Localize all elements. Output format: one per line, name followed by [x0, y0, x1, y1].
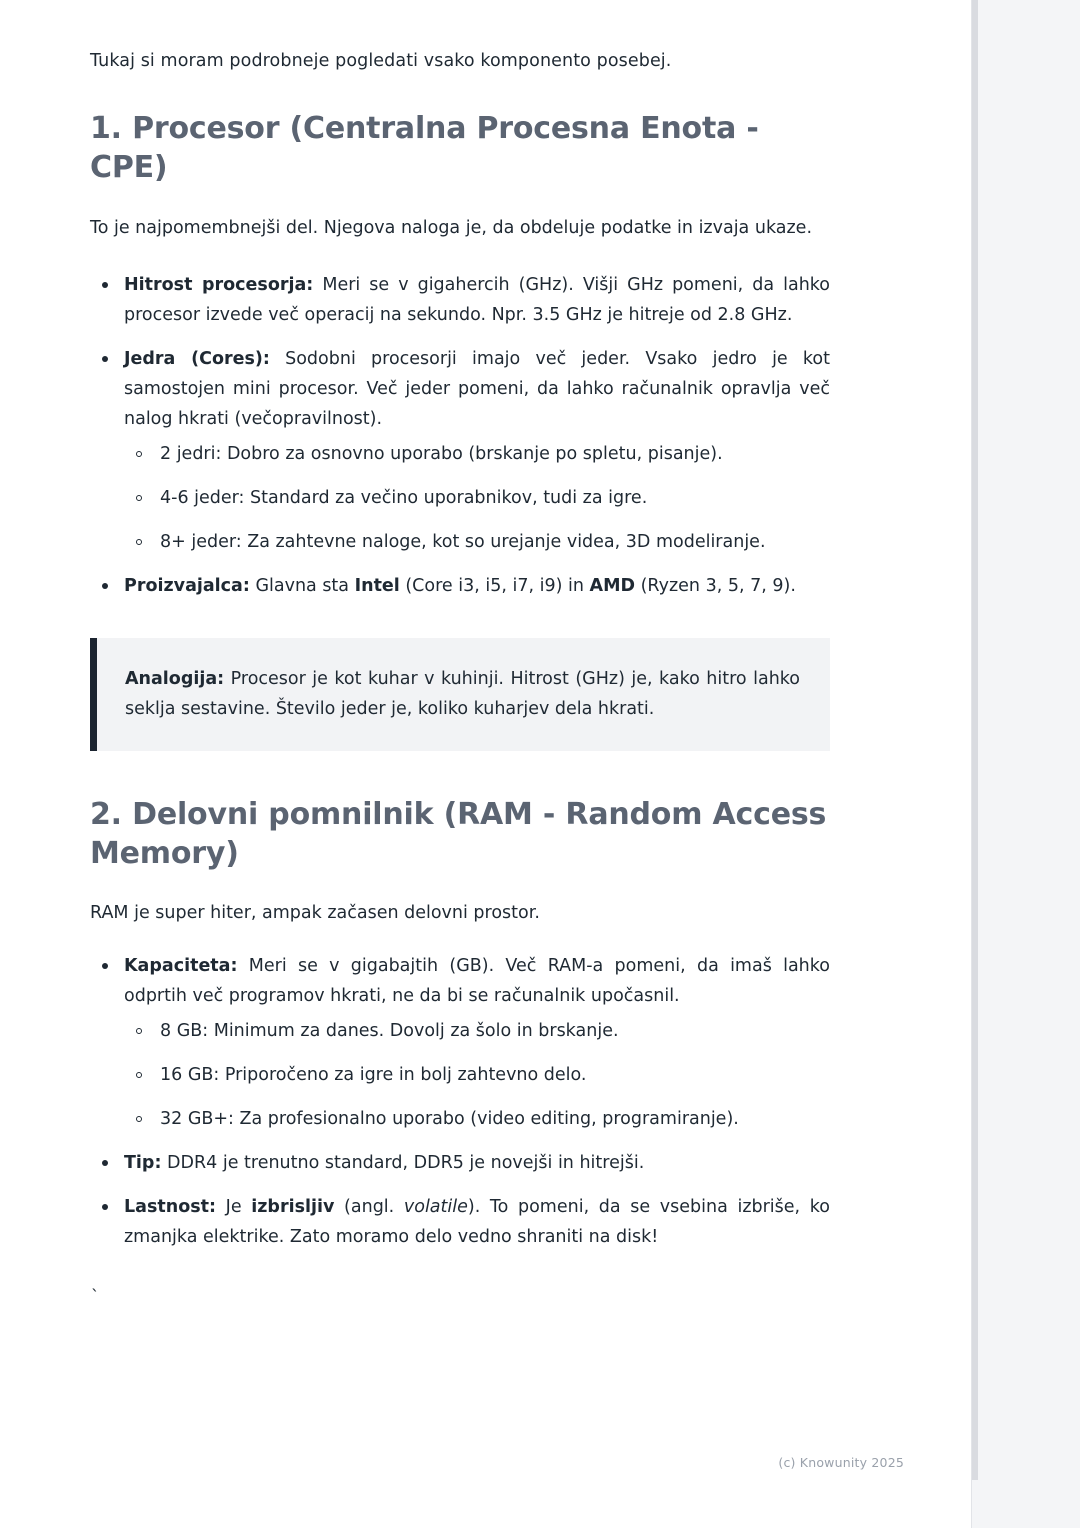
sub-bullet-list-capacity — [124, 1017, 830, 1134]
bullet-italic-volatile: volatile — [403, 1197, 468, 1218]
list-item — [90, 1192, 830, 1252]
bullet-text-d: ). To pomeni, da se vsebina izbriše, ko zmanjka elektrike. Zato moramo delo vedno shraniti na disk! — [124, 1197, 830, 1248]
list-item — [90, 951, 830, 1134]
bullet-emphasis-intel: Intel — [354, 576, 400, 597]
list-item: 8 GB: Minimum za danes. Dovolj za šolo in brskanje. — [124, 1017, 830, 1047]
bullet-text-c: (Core i3, i5, i7, i9) in — [399, 576, 590, 597]
list-item: 32 GB+: Za profesionalno uporabo (video editing, programiranje). — [124, 1105, 830, 1135]
list-item — [90, 344, 830, 558]
bullet-text-d: (Ryzen 3, 5, 7, 9). — [635, 576, 796, 597]
sub-bullet-list-cores — [124, 440, 830, 557]
bullet-list-ram — [90, 951, 830, 1253]
trailing-backtick: ` — [90, 1286, 101, 1307]
list-item — [90, 1148, 830, 1178]
list-item: 4-6 jeder: Standard za večino uporabnikov, tudi za igre. — [124, 484, 830, 514]
scrollbar-track[interactable] — [972, 0, 978, 1480]
section-title-ram: 2. Delovni pomnilnik (RAM - Random Access Memory) — [90, 796, 827, 871]
bullet-label: Tip: — [124, 1153, 162, 1174]
callout-text — [125, 664, 800, 725]
intro-paragraph: Tukaj si moram podrobneje pogledati vsako komponento posebej. — [90, 51, 672, 71]
callout-label: Analogija: — [125, 668, 225, 689]
bullet-emphasis-volatile: izbrisljiv — [251, 1197, 335, 1218]
bullet-text-a: Glavna sta — [249, 576, 355, 597]
bullet-text: Meri se v gigabajtih (GB). Več RAM-a pomeni, da imaš lahko odprtih več programov hkrati, ne da bi se računalnik upočasnil. — [124, 955, 830, 1006]
list-item: 2 jedri: Dobro za osnovno uporabo (brskanje po spletu, pisanje). — [124, 440, 830, 470]
list-item: 8+ jeder: Za zahtevne naloge, kot so urejanje videa, 3D modeliranje. — [124, 528, 830, 558]
document-content — [90, 48, 830, 1307]
list-item — [90, 571, 830, 601]
bullet-text-a: Je — [216, 1197, 252, 1218]
callout-body: Procesor je kot kuhar v kuhinji. Hitrost (GHz) je, kako hitro lahko seklja sestavine. Število jeder je, koliko kuharjev dela hkrati. — [125, 668, 800, 720]
bullet-text: Meri se v gigahercih (GHz). Višji GHz pomeni, da lahko procesor izvede več operacij na sekundo. Npr. 3.5 GHz je hitreje od 2.8 GHz. — [124, 274, 830, 325]
footer-credit: (c) Knowunity 2025 — [778, 1455, 904, 1470]
bullet-text-c: (angl. — [334, 1197, 404, 1218]
section-title-processor: 1. Procesor (Centralna Procesna Enota - CPE) — [90, 111, 759, 186]
list-item — [90, 270, 830, 330]
bullet-label: Hitrost procesorja: — [124, 274, 314, 295]
bullet-list-processor — [90, 270, 830, 602]
bullet-text: Sodobni procesorji imajo več jeder. Vsako jedro je kot samostojen mini procesor. Več jeder pomeni, da lahko računalnik opravlja več nalog hkrati (večopravilnost). — [124, 348, 831, 430]
section-lead-ram: RAM je super hiter, ampak začasen delovni prostor. — [90, 902, 540, 923]
bullet-label: Jedra (Cores): — [124, 348, 270, 369]
bullet-label: Kapaciteta: — [124, 955, 238, 976]
bullet-emphasis-amd: AMD — [589, 576, 636, 597]
section-lead-processor: To je najpomembnejši del. Njegova naloga je, da obdeluje podatke in izvaja ukaze. — [90, 218, 813, 239]
bullet-label: Lastnost: — [124, 1197, 217, 1218]
list-item: 16 GB: Priporočeno za igre in bolj zahtevno delo. — [124, 1061, 830, 1091]
bullet-label: Proizvajalca: — [124, 576, 250, 597]
right-rail — [971, 0, 1080, 1528]
callout-analogy — [90, 638, 830, 751]
bullet-text: DDR4 je trenutno standard, DDR5 je novejši in hitrejši. — [161, 1153, 645, 1174]
